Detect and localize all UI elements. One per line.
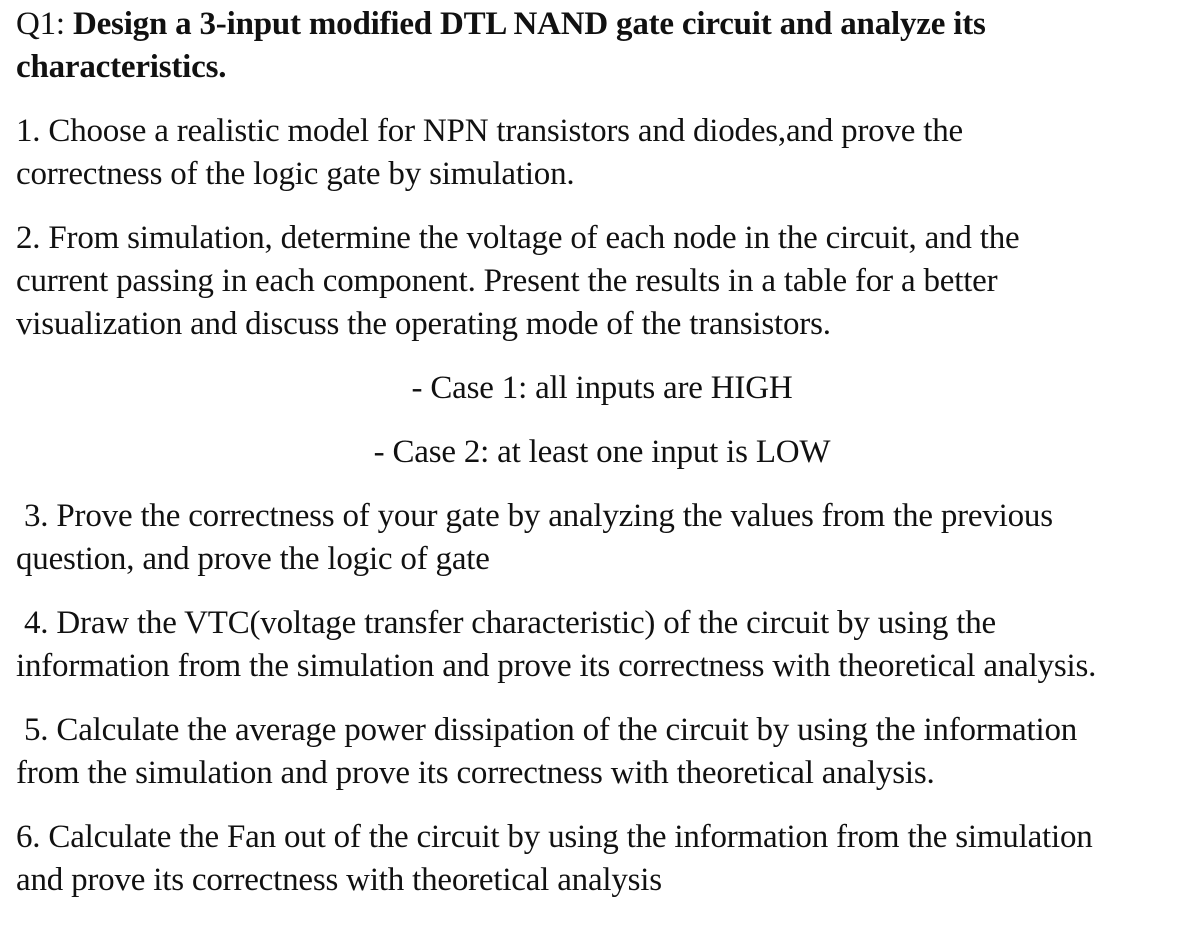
item-4-line-1: 4. Draw the VTC(voltage transfer characteristic) of the circuit by using the [24, 605, 996, 641]
spacer [16, 474, 1200, 495]
item-5-line-1: 5. Calculate the average power dissipation of the circuit by using the information [24, 712, 1078, 748]
item-4-line-2: information from the simulation and prove its correctness with theoretical analysis. [16, 648, 1097, 684]
item-4 [16, 602, 1200, 688]
spacer [16, 196, 1200, 217]
spacer [16, 410, 1200, 431]
spacer [16, 795, 1200, 816]
item-3 [16, 495, 1200, 581]
question-title-line-2: characteristics. [16, 49, 227, 85]
case-list [16, 367, 1200, 474]
case-1: - Case 1: all inputs are HIGH [411, 370, 793, 406]
question-document [16, 0, 1200, 902]
spacer [16, 581, 1200, 602]
item-1-line-2: correctness of the logic gate by simulation. [16, 156, 575, 192]
spacer [16, 89, 1200, 110]
item-6-line-1: 6. Calculate the Fan out of the circuit by using the information from the simulation [16, 819, 1093, 855]
spacer [16, 688, 1200, 709]
case-2: - Case 2: at least one input is LOW [373, 434, 831, 470]
item-5-line-2: from the simulation and prove its correctness with theoretical analysis. [16, 755, 935, 791]
item-2-line-3: visualization and discuss the operating mode of the transistors. [16, 306, 831, 342]
item-2-line-2: current passing in each component. Present the results in a table for a better [16, 263, 998, 299]
item-6-line-2: and prove its correctness with theoretical analysis [16, 862, 662, 898]
item-1 [16, 110, 1200, 196]
item-2 [16, 217, 1200, 346]
question-title-line-1 [16, 0, 1200, 46]
question-title-text: Design a 3-input modified DTL NAND gate circuit and analyze its [72, 6, 986, 42]
item-6 [16, 816, 1200, 902]
item-1-line-1: 1. Choose a realistic model for NPN transistors and diodes,and prove the [16, 113, 963, 149]
question-label: Q1: [16, 6, 65, 42]
item-5 [16, 709, 1200, 795]
item-2-line-1: 2. From simulation, determine the voltage of each node in the circuit, and the [16, 220, 1020, 256]
item-3-line-1: 3. Prove the correctness of your gate by analyzing the values from the previous [24, 498, 1053, 534]
item-3-line-2: question, and prove the logic of gate [16, 541, 490, 577]
spacer [16, 346, 1200, 367]
